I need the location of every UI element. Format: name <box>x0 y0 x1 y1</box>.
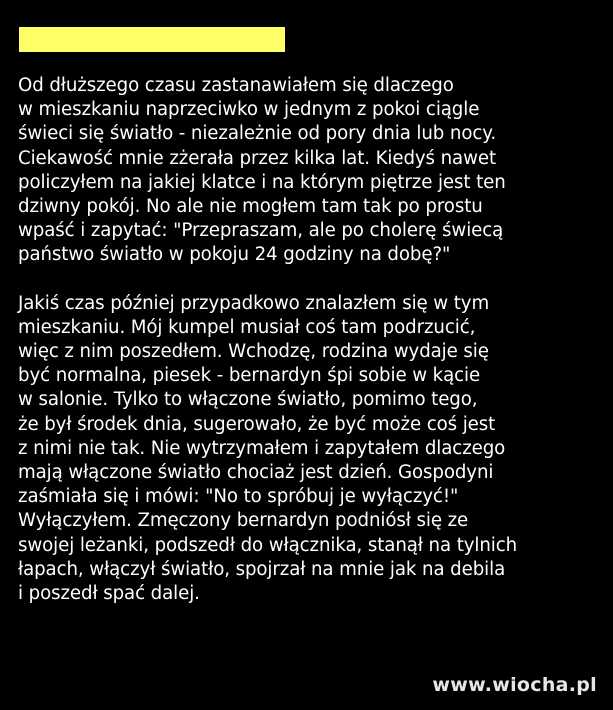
story-line: świeci się światło - niezależnie od pory dnia lub nocy. <box>18 123 497 145</box>
story-line: Od dłuższego czasu zastanawiałem się dlaczego <box>18 75 454 96</box>
story-line: policzyłem na jakiej klatce i na którym piętrze jest ten <box>18 171 506 193</box>
story-line: w salonie. Tylko to włączone światło, pomimo tego, <box>18 389 478 411</box>
story-line: swojej leżanki, podszedł do włącznika, stanął na tylnich <box>18 534 518 556</box>
story-line: z nimi nie tak. Nie wytrzymałem i zapytałem dlaczego <box>18 437 506 459</box>
watermark: www.wiocha.pl <box>432 674 597 696</box>
story-line: państwo światło w pokoju 24 godziny na dobę?" <box>18 244 451 266</box>
story-line: mają włączone światło chociaż jest dzień. Gospodyni <box>18 462 494 484</box>
story-line: wpaść i zapytać: "Przepraszam, ale po cholerę świecą <box>18 220 504 242</box>
paragraph-gap <box>18 268 610 292</box>
story-line: Wyłączyłem. Zmęczony bernardyn podniósł się ze <box>18 510 469 532</box>
story-line: w mieszkaniu naprzeciwko w jednym z pokoi ciągle <box>18 99 480 121</box>
story-line: i poszedł spać dalej. <box>18 583 200 605</box>
story-line: że był środek dnia, sugerowało, że być może coś jest <box>18 413 496 435</box>
story-line: dziwny pokój. No ale nie mogłem tam tak po prostu <box>18 196 483 218</box>
story-line: być normalna, piesek - bernardyn śpi sobie w kącie <box>18 365 481 387</box>
story-line: zaśmiała się i mówi: "No to spróbuj je wyłączyć!" <box>18 486 459 508</box>
story-text <box>18 74 610 606</box>
title-bar <box>19 27 285 52</box>
story-line: Ciekawość mnie zżerała przez kilka lat. Kiedyś nawet <box>18 147 496 169</box>
story-line: mieszkaniu. Mój kumpel musiał coś tam podrzucić, <box>18 316 476 338</box>
story-line: więc z nim poszedłem. Wchodzę, rodzina wydaje się <box>18 341 489 363</box>
story-line: Jakiś czas później przypadkowo znalazłem się w tym <box>18 292 490 314</box>
story-line: łapach, włączył światło, spojrzał na mnie jak na debila <box>18 558 506 580</box>
